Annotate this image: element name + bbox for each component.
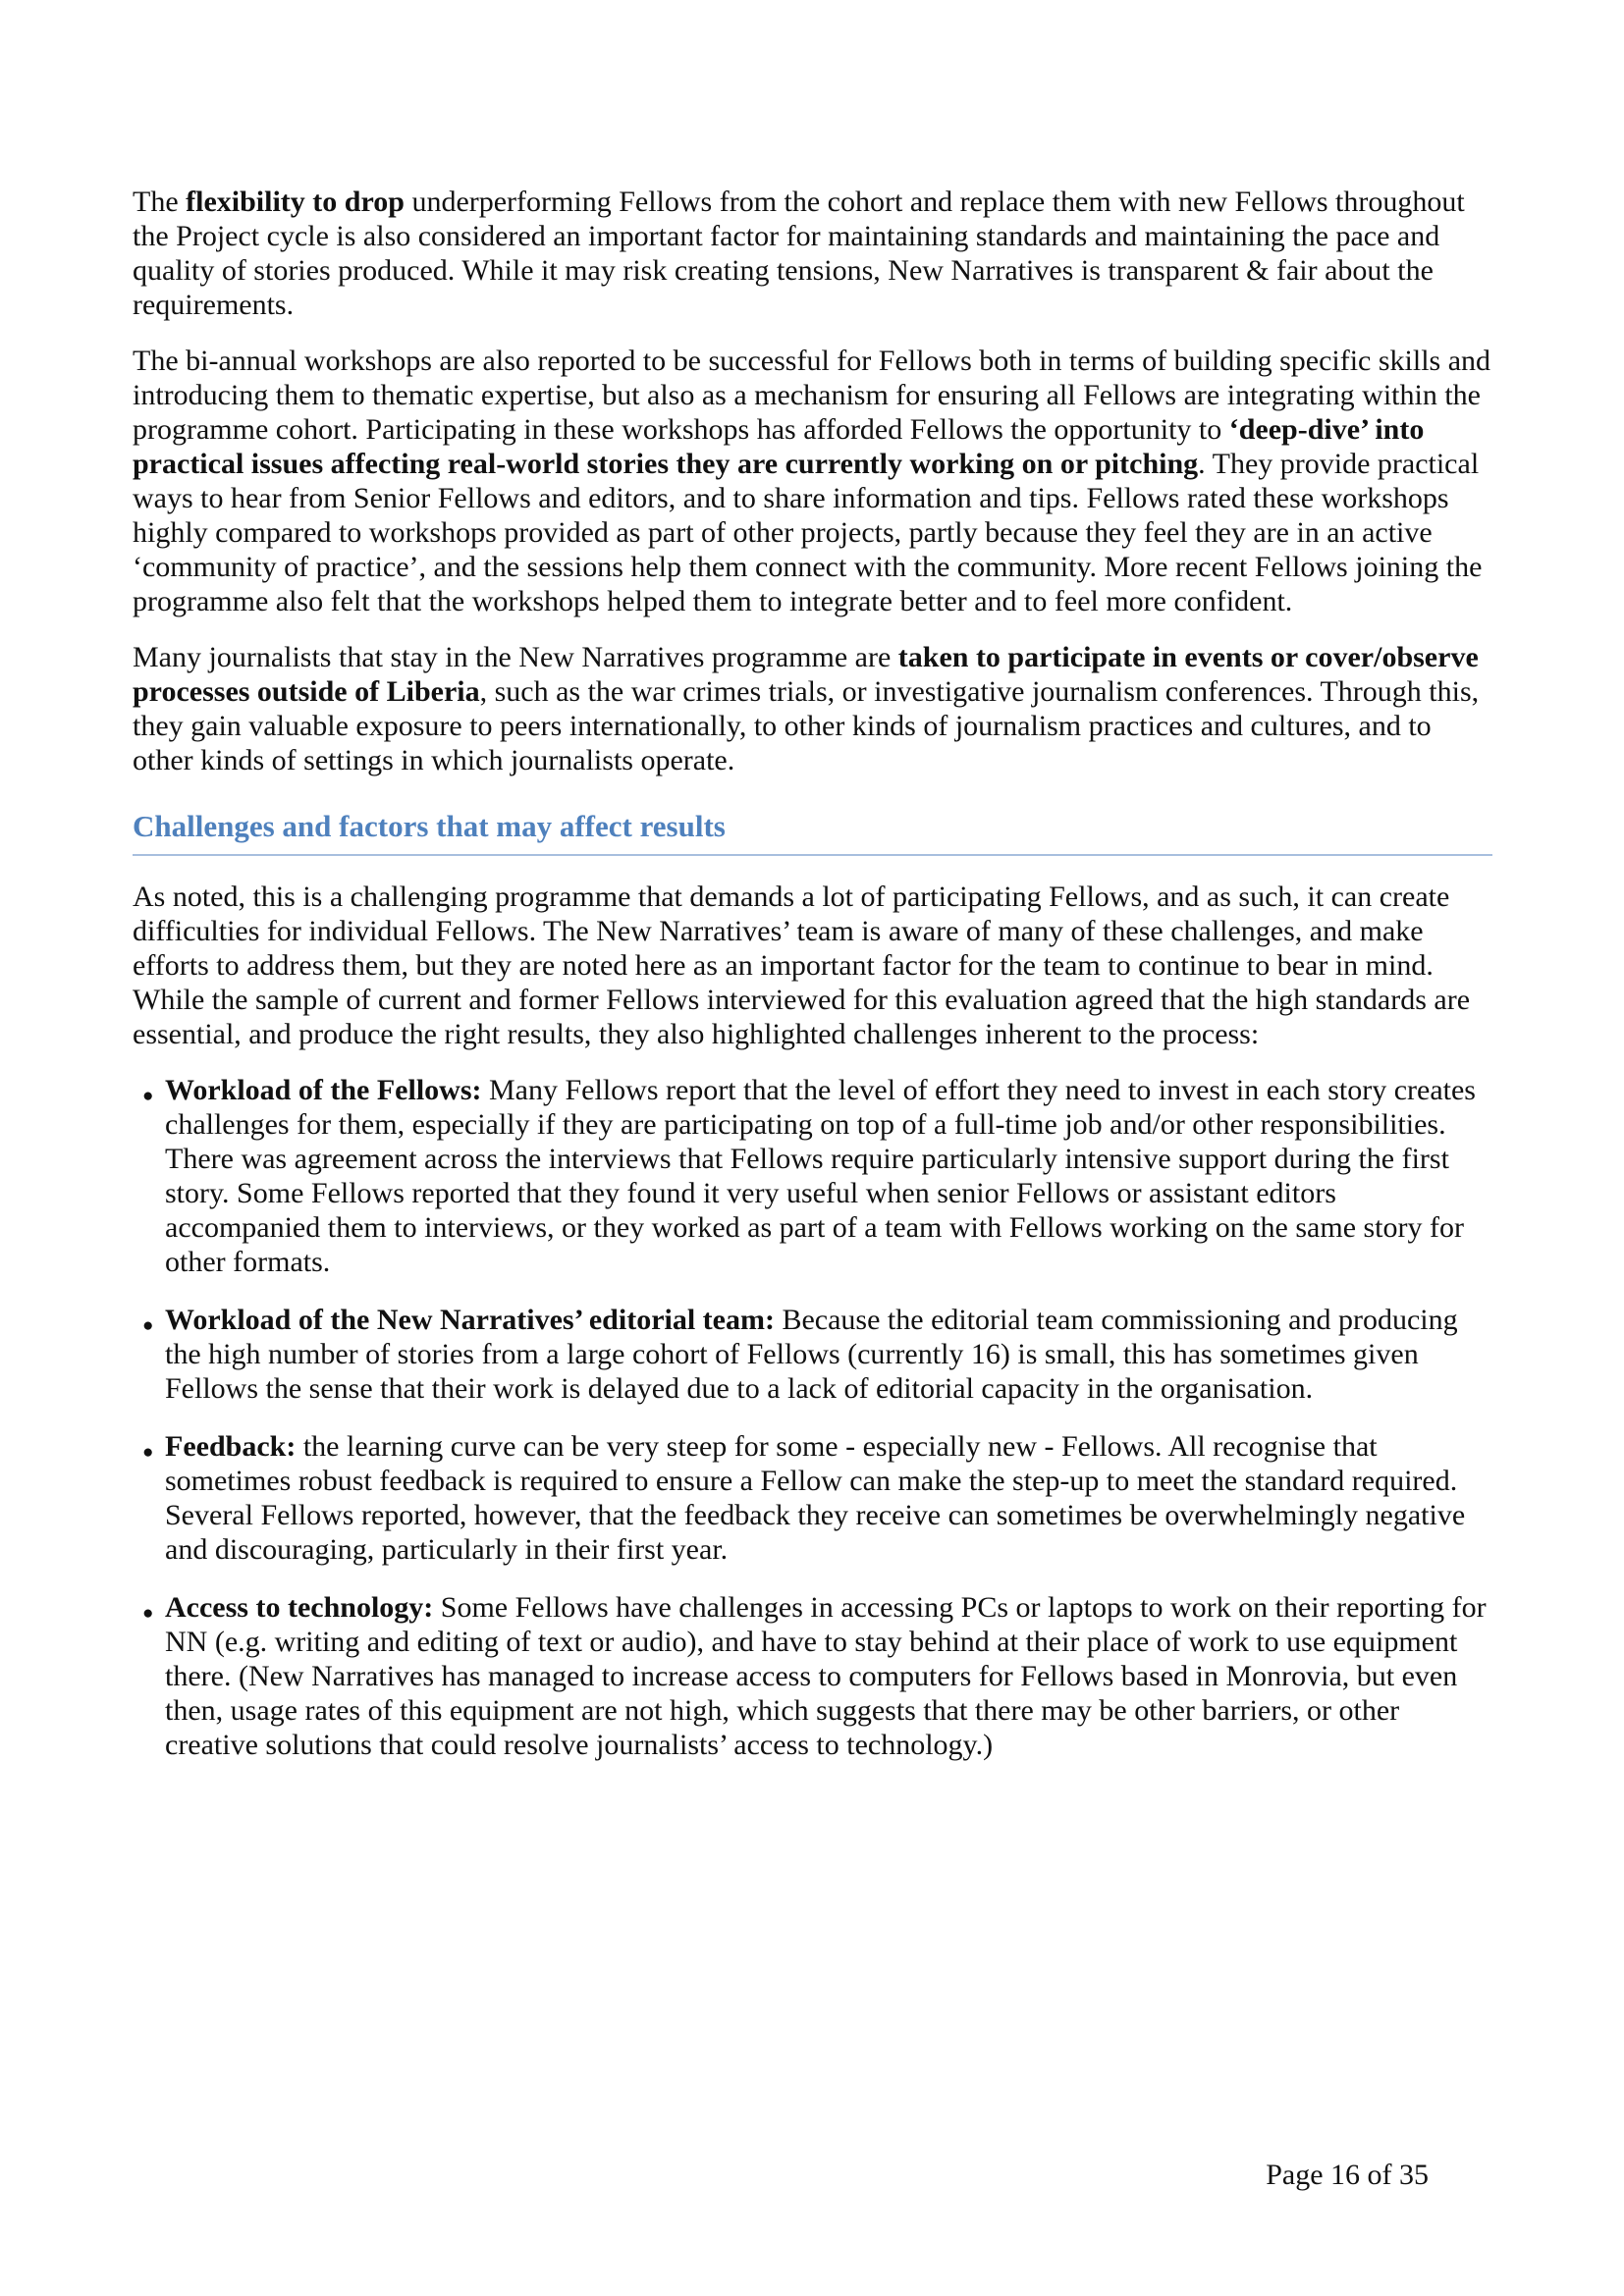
- text-run: . They provide practical ways to hear from Senior Fellows and editors, and to share information and tips. Fellows rated these workshops highly compared to workshops provided as part of other projects, partly because they feel they are in an active ‘community of practice’, and the sessions help them connect with the community. More recent Fellows joining the programme also felt that the workshops helped them to integrate better and to feel more confident.: [133, 448, 1483, 617]
- text-run: , such as the war crimes trials, or investigative journalism conferences. Through this, they gain valuable exposure to peers internationally, to other kinds of journalism practices and cultures, and to other kinds of settings in which journalists operate.: [133, 675, 1480, 776]
- bullet-workload-fellows: [133, 1073, 1492, 1279]
- bold-text-run: Access to technology:: [165, 1591, 434, 1624]
- bold-text-run: taken to participate in events or cover/observe processes outside of Liberia: [133, 641, 1479, 708]
- paragraph-flexibility-to-drop: [133, 185, 1492, 322]
- text-run: The bi-annual workshops are also reported to be successful for Fellows both in terms of building specific skills and introducing them to thematic expertise, but also as a mechanism for ensuring all Fellows are integrating within the programme cohort. Participating in these workshops has afforded Fellows the opportunity to: [133, 345, 1491, 446]
- text-run: Many Fellows report that the level of effort they need to invest in each story creates challenges for them, especially if they are participating on top of a full-time job and/or other responsibilities. There was agreement across the interviews that Fellows require particularly intensive support during the first story. Some Fellows reported that they found it very useful when senior Fellows or assistant editors accompanied them to interviews, or they worked as part of a team with Fellows working on the same story for other formats.: [165, 1074, 1476, 1278]
- challenges-bullet-list: [133, 1073, 1492, 1762]
- section-heading-challenges: [133, 809, 1492, 856]
- text-run: Because the editorial team commissioning and producing the high number of stories from a large cohort of Fellows (currently 16) is small, this has sometimes given Fellows the sense that their work is delayed due to a lack of editorial capacity in the organisation.: [165, 1304, 1458, 1405]
- text-run: underperforming Fellows from the cohort and replace them with new Fellows throughout the Project cycle is also considered an important factor for maintaining standards and maintaining the pace and quality of stories produced. While it may risk creating tensions, New Narratives is transparent & fair about the requirements.: [133, 186, 1465, 321]
- text-run: The: [133, 186, 187, 218]
- paragraph-section-intro: [133, 880, 1492, 1051]
- text-run: Some Fellows have challenges in accessing PCs or laptops to work on their reporting for NN (e.g. writing and editing of text or audio), and have to stay behind at their place of work to use equipment there. (New Narratives has managed to increase access to computers for Fellows based in Monrovia, but even then, usage rates of this equipment are not high, which suggests that there may be other barriers, or other creative solutions that could resolve journalists’ access to technology.): [165, 1591, 1487, 1761]
- text-run: Many journalists that stay in the New Narratives programme are: [133, 641, 898, 673]
- bold-text-run: ‘deep-dive’ into practical issues affecting real-world stories they are currently working on or pitching: [133, 413, 1425, 480]
- bullet-workload-editorial-team: [133, 1303, 1492, 1406]
- page-content: [133, 185, 1492, 1786]
- text-run: the learning curve can be very steep for some - especially new - Fellows. All recognise that sometimes robust feedback is required to ensure a Fellow can make the step-up to meet the standard required. Several Fellows reported, however, that the feedback they receive can sometimes be overwhelmingly negative and discouraging, particularly in their first year.: [165, 1430, 1466, 1566]
- page-number-footer: Page 16 of 35: [1266, 2159, 1429, 2191]
- text-run: As noted, this is a challenging programme that demands a lot of participating Fellows, and as such, it can create difficulties for individual Fellows. The New Narratives’ team is aware of many of these challenges, and make efforts to address them, but they are noted here as an important factor for the team to continue to bear in mind. While the sample of current and former Fellows interviewed for this evaluation agreed that the high standards are essential, and produce the right results, they also highlighted challenges inherent to the process:: [133, 881, 1471, 1050]
- bold-text-run: flexibility to drop: [186, 186, 405, 218]
- bullet-feedback: [133, 1429, 1492, 1567]
- bold-text-run: Workload of the Fellows:: [165, 1074, 482, 1106]
- section-heading-text: Challenges and factors that may affect results: [133, 809, 726, 843]
- bullet-access-to-technology: [133, 1590, 1492, 1762]
- bold-text-run: Feedback:: [165, 1430, 297, 1463]
- bold-text-run: Workload of the New Narratives’ editorial team:: [165, 1304, 775, 1336]
- paragraph-participation-outside-liberia: [133, 640, 1492, 777]
- paragraph-biannual-workshops: [133, 344, 1492, 618]
